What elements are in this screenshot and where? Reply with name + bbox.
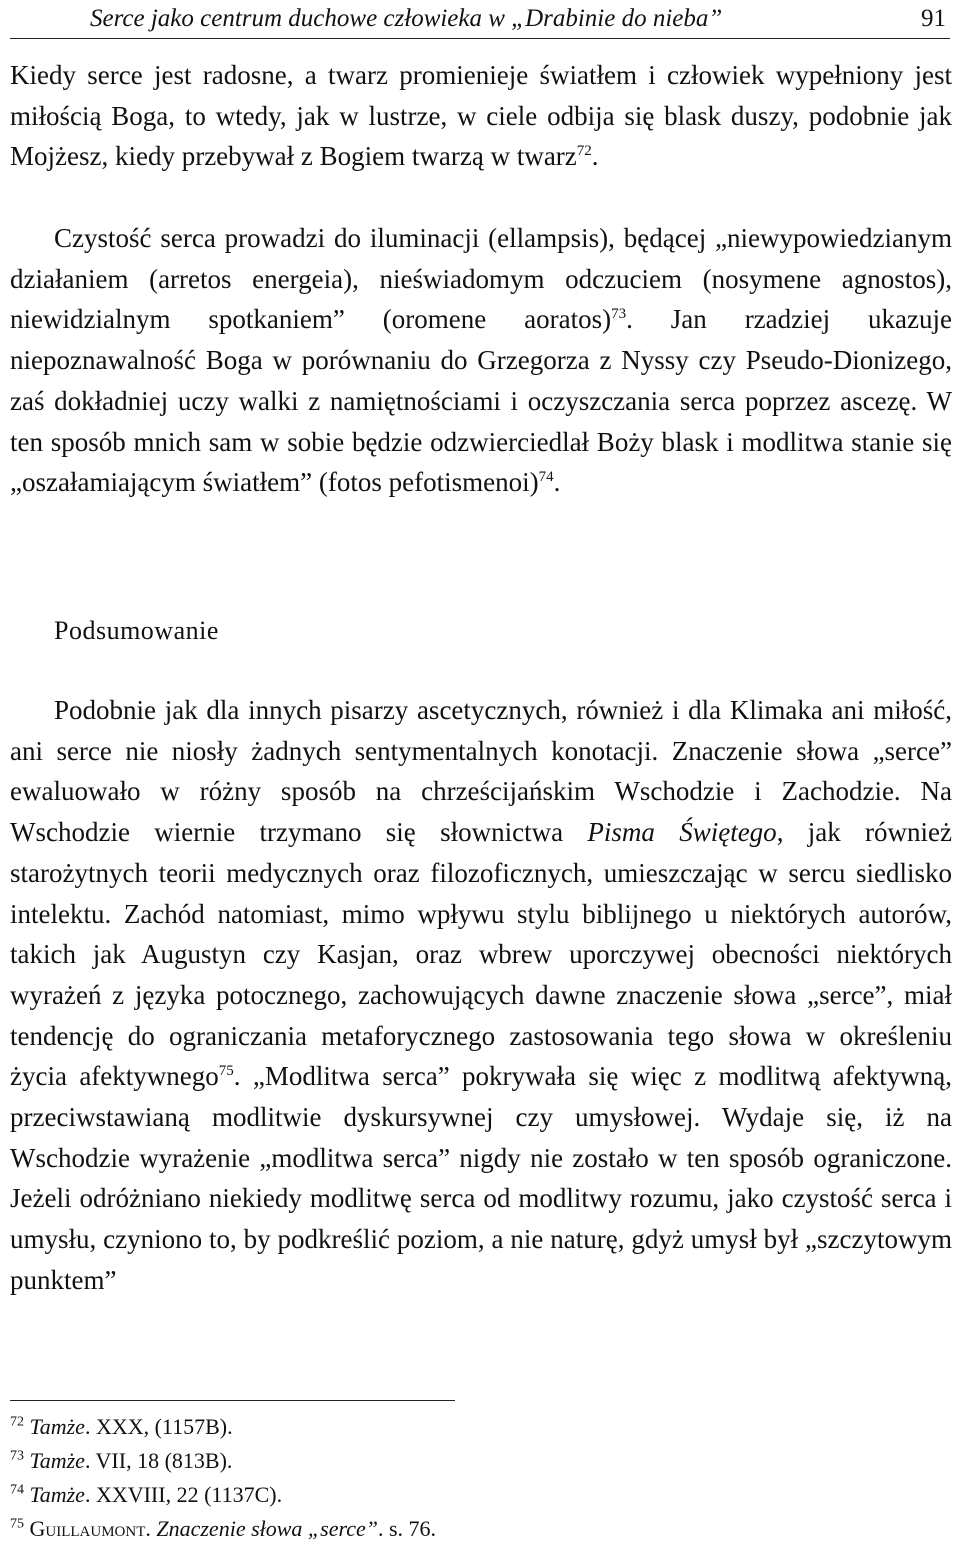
footnote-ref-75[interactable]: 75: [218, 1063, 234, 1080]
footnotes: [10, 1410, 910, 1546]
running-title: Serce jako centrum duchowe człowieka w „Drabinie do nieba”: [90, 5, 723, 32]
footnote-73: $^{73}$ Tamże. VII, 18 (813B).: [10, 1448, 233, 1473]
section-heading: Podsumowanie: [54, 616, 219, 645]
italic-title: Pisma Świętego: [587, 817, 777, 848]
running-header: [10, 0, 950, 39]
author-name: Guillaumont: [29, 1516, 146, 1541]
footnote-74: $^{74}$ Tamże. XXVIII, 22 (1137C).: [10, 1482, 283, 1507]
footnote-ref-73[interactable]: 73: [611, 306, 627, 323]
footnote-75: $^{75}$ Guillaumont. Znaczenie słowa „serce”. s. 76.: [10, 1516, 437, 1541]
footnote-72: $^{72}$ Tamże. XXX, (1157B).: [10, 1414, 233, 1439]
footnote-ref-74[interactable]: 74: [538, 469, 554, 486]
paragraph-2: Czystość serca prowadzi do iluminacji (ellampsis), będącej „niewypowiedzianym działaniem (arretos energeia), nieświadomym odczuciem (nosymene agnostos), niewidzialnym spotkaniem” (oromene aoratos)$^{73}$. Jan rzadziej ukazuje niepoznawalność Boga w porównaniu do Grzegorza z Nyssy czy Pseudo-Dionizego, zaś dokładniej uczy walki z namiętnościami i oczyszczania serca poprzez ascezę. W ten sposób mnich sam w sobie będzie odzwierciedlał Boży blask i modlitwa stanie się „oszałamiającym światłem” (fotos pefotismenoi)$^{74}$.: [10, 223, 952, 498]
paragraph-1: Kiedy serce jest radosne, a twarz promienieje światłem i człowiek wypełniony jest miłością Boga, to wtedy, jak w lustrze, w ciele odbija się blask duszy, podobnie jak Mojżesz, kiedy przebywał z Bogiem twarzą w twarz$^{72}$.: [10, 60, 952, 172]
footnote-ref-72[interactable]: 72: [576, 143, 592, 160]
paragraph-3: Podobnie jak dla innych pisarzy ascetycznych, również i dla Klimaka ani miłość, ani serce nie niosły żadnych sentymentalnych konotacji. Znaczenie słowa „serce” ewaluowało w różny sposób na chrześcijańskim Wschodzie i Zachodzie. Na Wschodzie wiernie trzymano się słownictwa Pisma Świętego, jak również starożytnych teorii medycznych oraz filozoficznych, umieszczając w sercu siedlisko intelektu. Zachód natomiast, mimo wpływu stylu biblijnego u niektórych autorów, takich jak Augustyn czy Kasjan, oraz wbrew uporczywej obecności niektórych wyrażeń z języka potocznego, zachowujących dawne znaczenie słowa „serce”, miał tendencję do ograniczania metaforycznego zastosowania tego słowa w określeniu życia afektywnego$^{75}$. „Modlitwa serca” pokrywała się więc z modlitwą afektywną, przeciwstawianą modlitwie dyskursywnej czy umysłowej. Wydaje się, iż na Wschodzie wyrażenie „modlitwa serca” nigdy nie zostało w ten sposób ograniczone. Jeżeli odróżniano niekiedy modlitwę serca od modlitwy rozumu, jako czystość serca i umysłu, czyniono to, by podkreślić poziom, a nie naturę, gdyż umysł był „szczytowym punktem”: [10, 695, 953, 1295]
footnote-divider: [10, 1400, 455, 1401]
page-number: 91: [921, 5, 946, 32]
